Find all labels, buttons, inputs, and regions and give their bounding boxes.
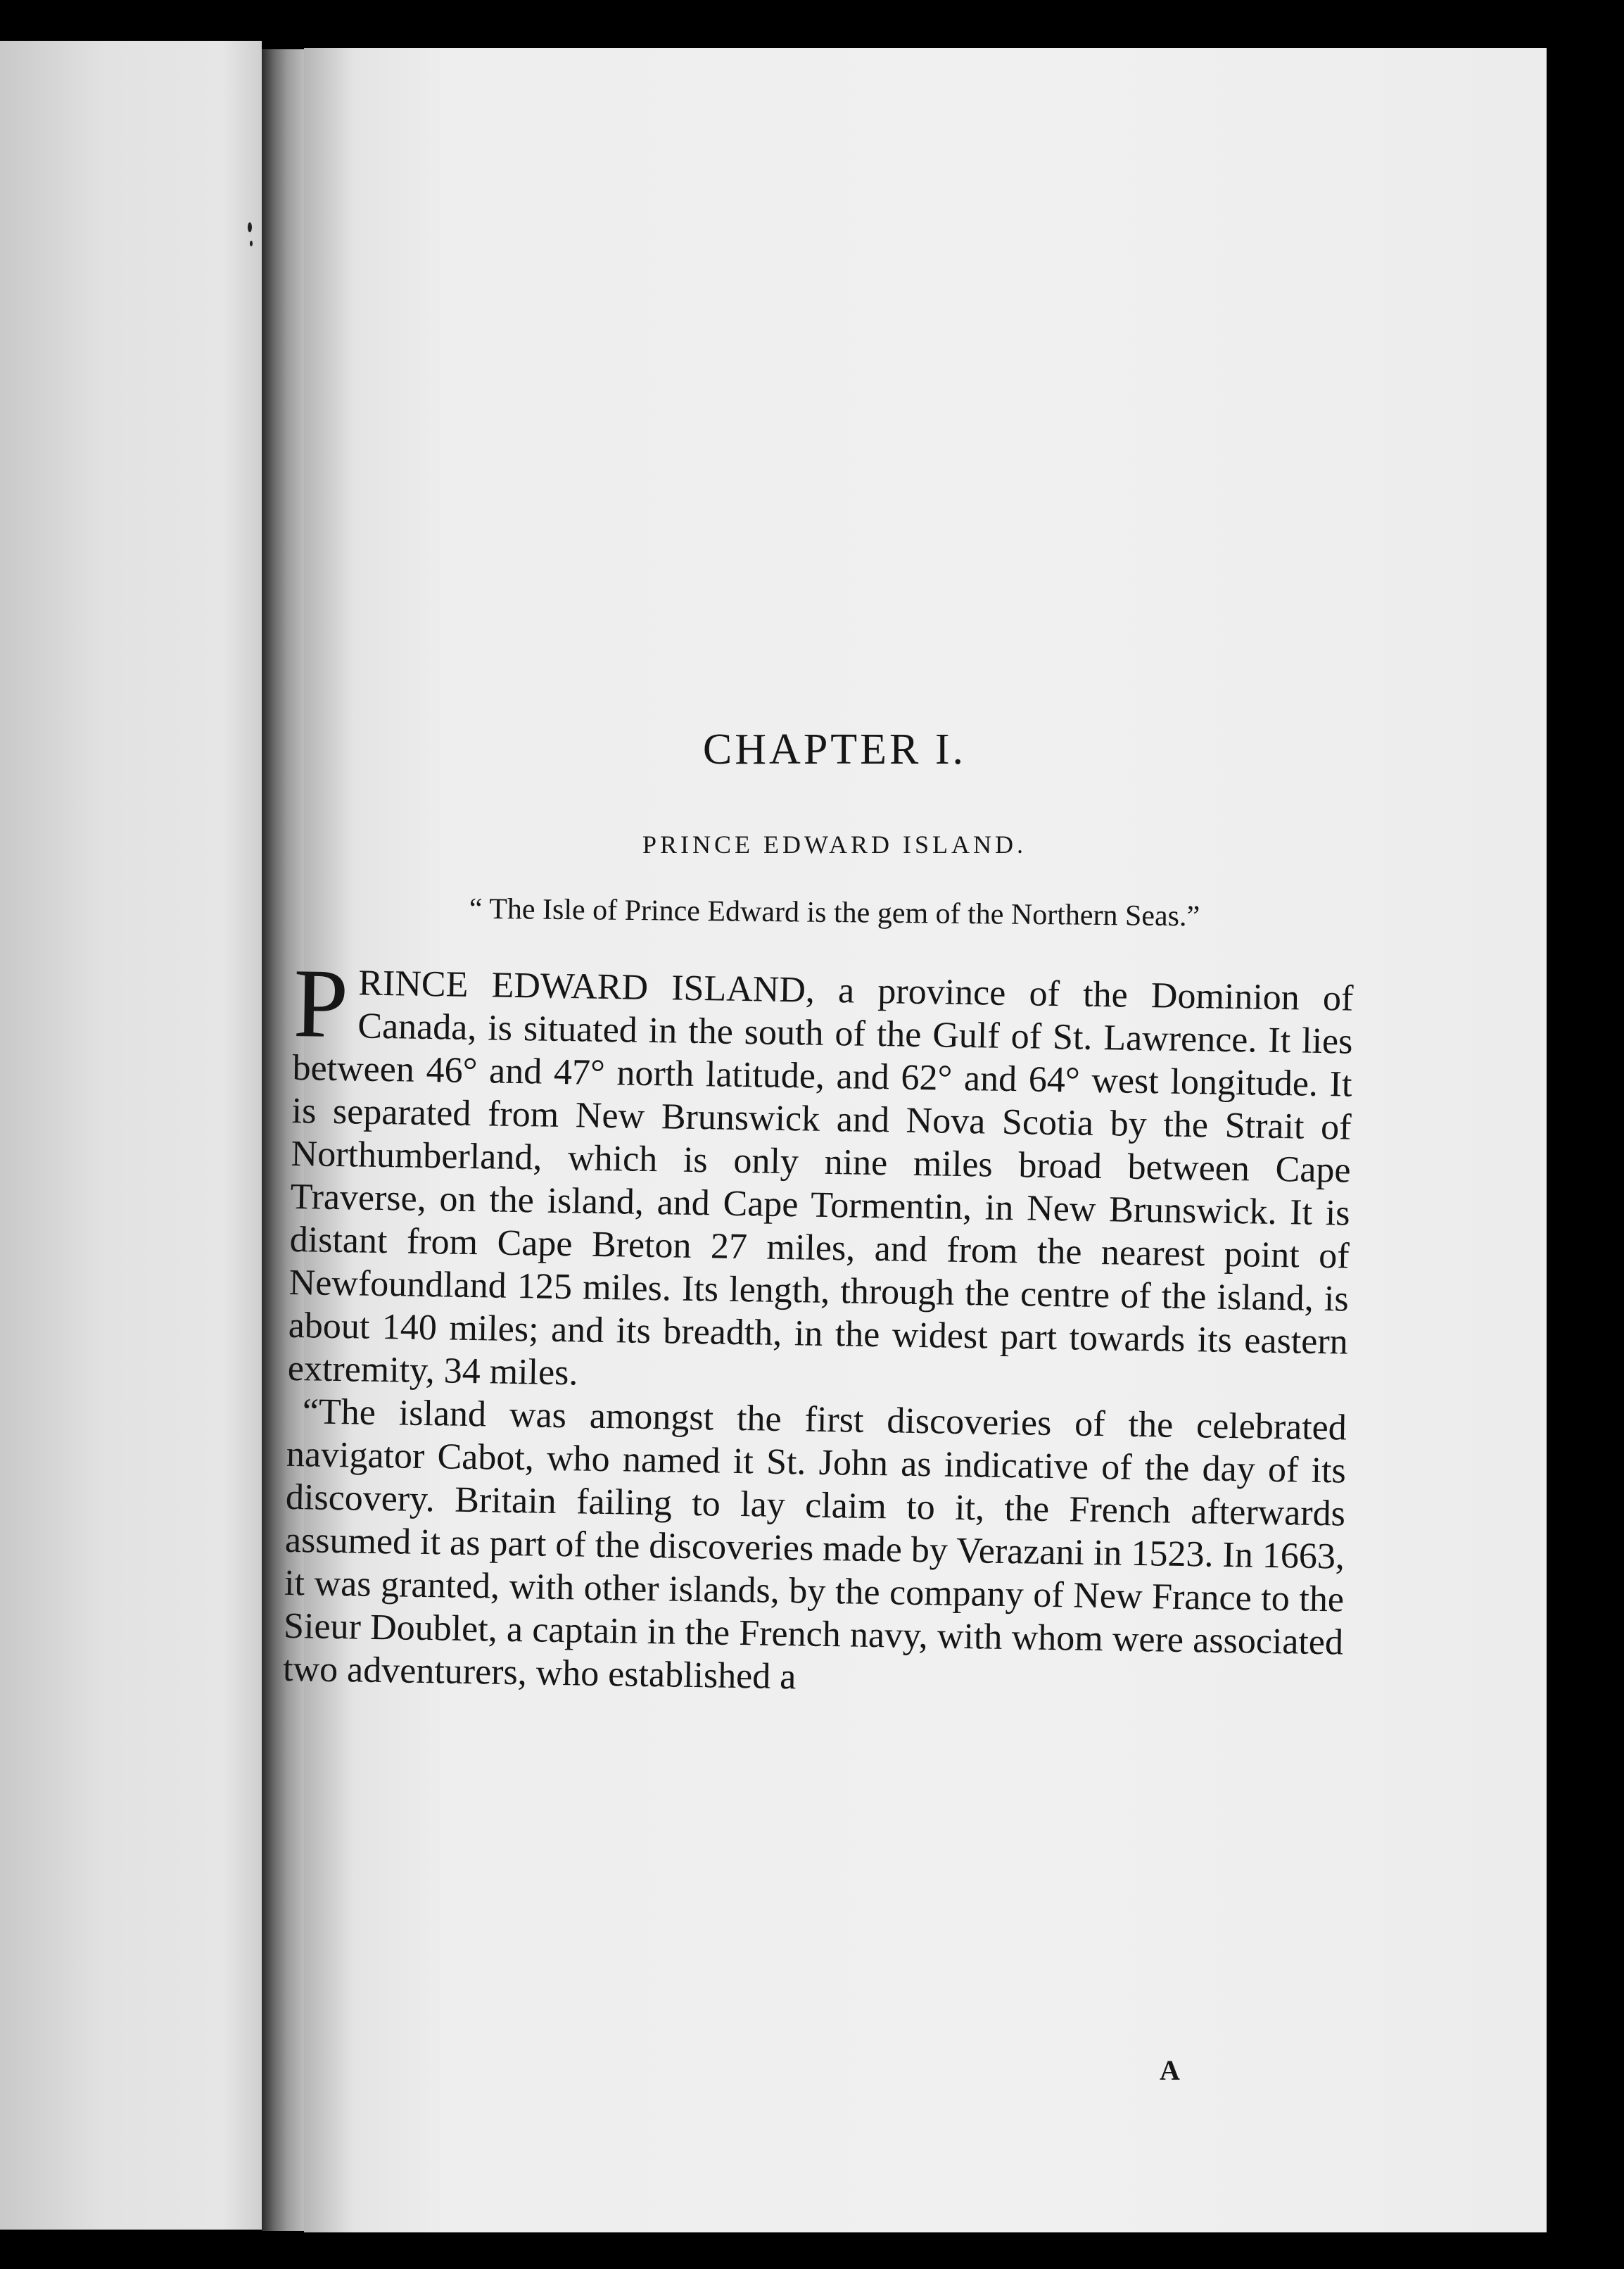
body-text bbox=[282, 949, 1354, 1707]
section-title: PRINCE EDWARD ISLAND. bbox=[642, 830, 1027, 859]
drop-cap: P bbox=[292, 949, 350, 1059]
dust-speck bbox=[248, 222, 252, 232]
paragraph-1-text: RINCE EDWARD ISLAND, a province of the Dominion of Canada, is situated in the south of the Gulf of St. Lawrence. It lies between 46° and 47° north latitude, and 62° and 64° west longitude. It is separated from New Brunswick and Nova Scotia by the Strait of Northumberland, which is only nine miles broad between Cape Traverse, on the island, and Cape Tormentin, in New Brunswick. It is distant from Cape Breton 27 miles, and from the nearest point of Newfoundland 125 miles. Its length, through the centre of the island, is about 140 miles; and its breadth, in the widest part towards its eastern extremity, 34 miles. bbox=[287, 963, 1354, 1393]
chapter-heading: CHAPTER I. bbox=[702, 726, 967, 773]
left-blank-page bbox=[0, 41, 262, 2230]
signature-mark: A bbox=[1160, 2054, 1180, 2086]
epigraph: “ The Isle of Prince Edward is the gem of the Northern Seas.” bbox=[469, 892, 1200, 933]
page-text bbox=[282, 725, 1354, 1698]
dust-speck bbox=[250, 241, 253, 246]
scan-border bbox=[1547, 0, 1624, 2269]
paragraph-2: “The island was amongst the first discoveries of the celebrated navigator Cabot, who named it St. John as indicative of the day of its discovery. Britain failing to lay claim to it, the French afterwards assumed it as part of the discoveries made by Verazani in 1523. In 1663, it was granted, with other islands, by the company of New France to the Sieur Doublet, a captain in the French navy, with whom were associated two adventurers, who established a bbox=[282, 1391, 1347, 1698]
paragraph-1 bbox=[287, 949, 1354, 1407]
